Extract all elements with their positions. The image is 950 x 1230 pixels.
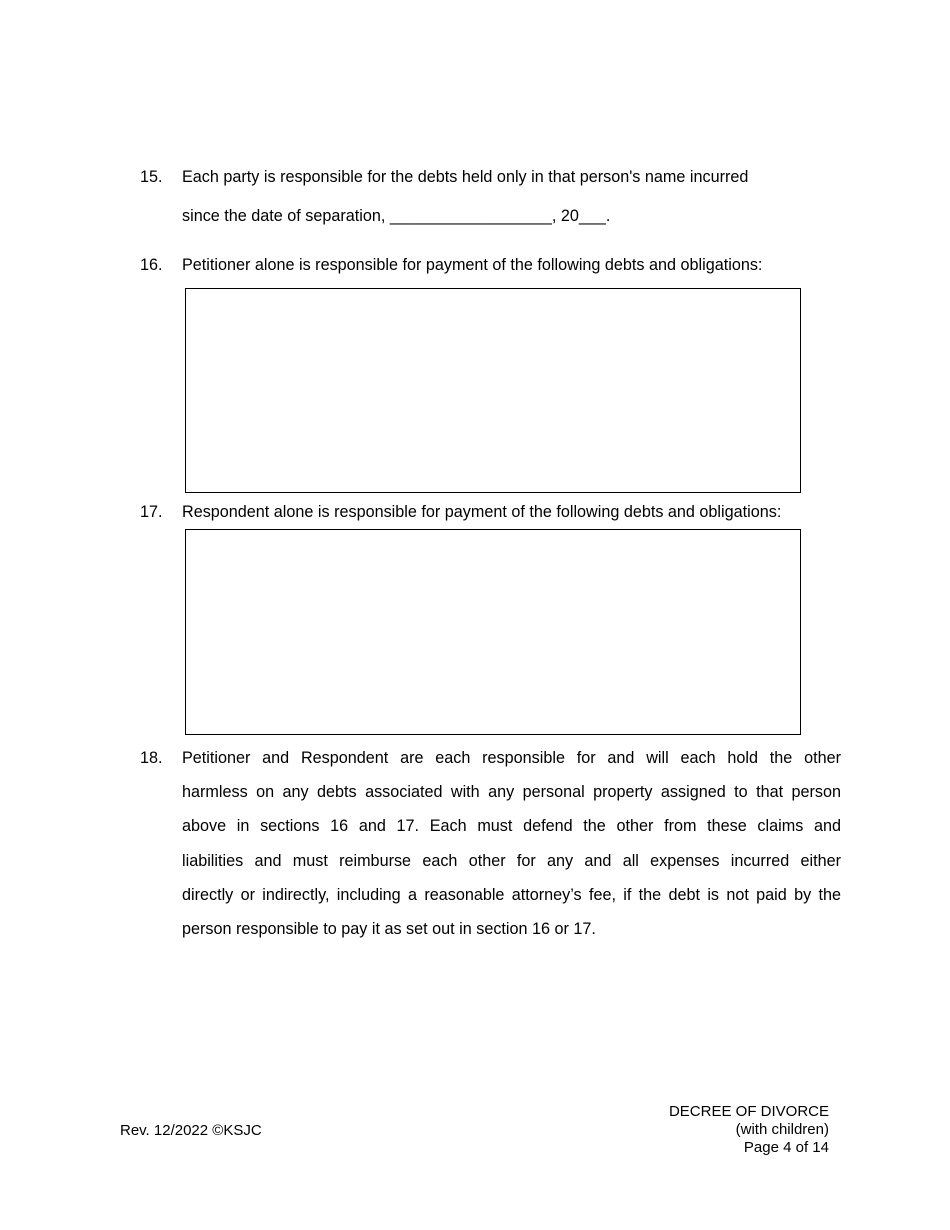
section-18-line-4: liabilities and must reimburse each other for any and all expenses incurred either bbox=[182, 852, 841, 870]
section-16-text: Petitioner alone is responsible for payment of the following debts and obligations: bbox=[182, 256, 763, 274]
document-title: DECREE OF DIVORCE bbox=[668, 1103, 829, 1120]
section-16-number: 16. bbox=[140, 256, 163, 274]
section-15-line-2: since the date of separation, __________________, 20___. bbox=[182, 207, 611, 225]
section-18-line-3: above in sections 16 and 17. Each must defend the other from these claims and bbox=[182, 817, 841, 835]
revision-footer: Rev. 12/2022 ©KSJC bbox=[120, 1122, 262, 1139]
section-18-line-5: directly or indirectly, including a reasonable attorney’s fee, if the debt is not paid by the bbox=[182, 886, 841, 904]
respondent-debts-box[interactable] bbox=[185, 529, 801, 735]
section-17-number: 17. bbox=[140, 503, 163, 521]
section-15-number: 15. bbox=[140, 168, 163, 186]
petitioner-debts-box[interactable] bbox=[185, 288, 801, 493]
section-18-line-2: harmless on any debts associated with any personal property assigned to that person bbox=[182, 783, 841, 801]
page-number: Page 4 of 14 bbox=[743, 1139, 829, 1156]
section-18-number: 18. bbox=[140, 749, 163, 767]
section-15-line-1: Each party is responsible for the debts held only in that person's name incurred bbox=[182, 168, 749, 186]
section-18-line-1: Petitioner and Respondent are each responsible for and will each hold the other bbox=[182, 749, 841, 767]
section-17-text: Respondent alone is responsible for payment of the following debts and obligations: bbox=[182, 503, 782, 521]
document-subtitle: (with children) bbox=[735, 1121, 829, 1138]
document-footer bbox=[669, 1103, 829, 1157]
section-18-line-6: person responsible to pay it as set out in section 16 or 17. bbox=[182, 920, 596, 938]
